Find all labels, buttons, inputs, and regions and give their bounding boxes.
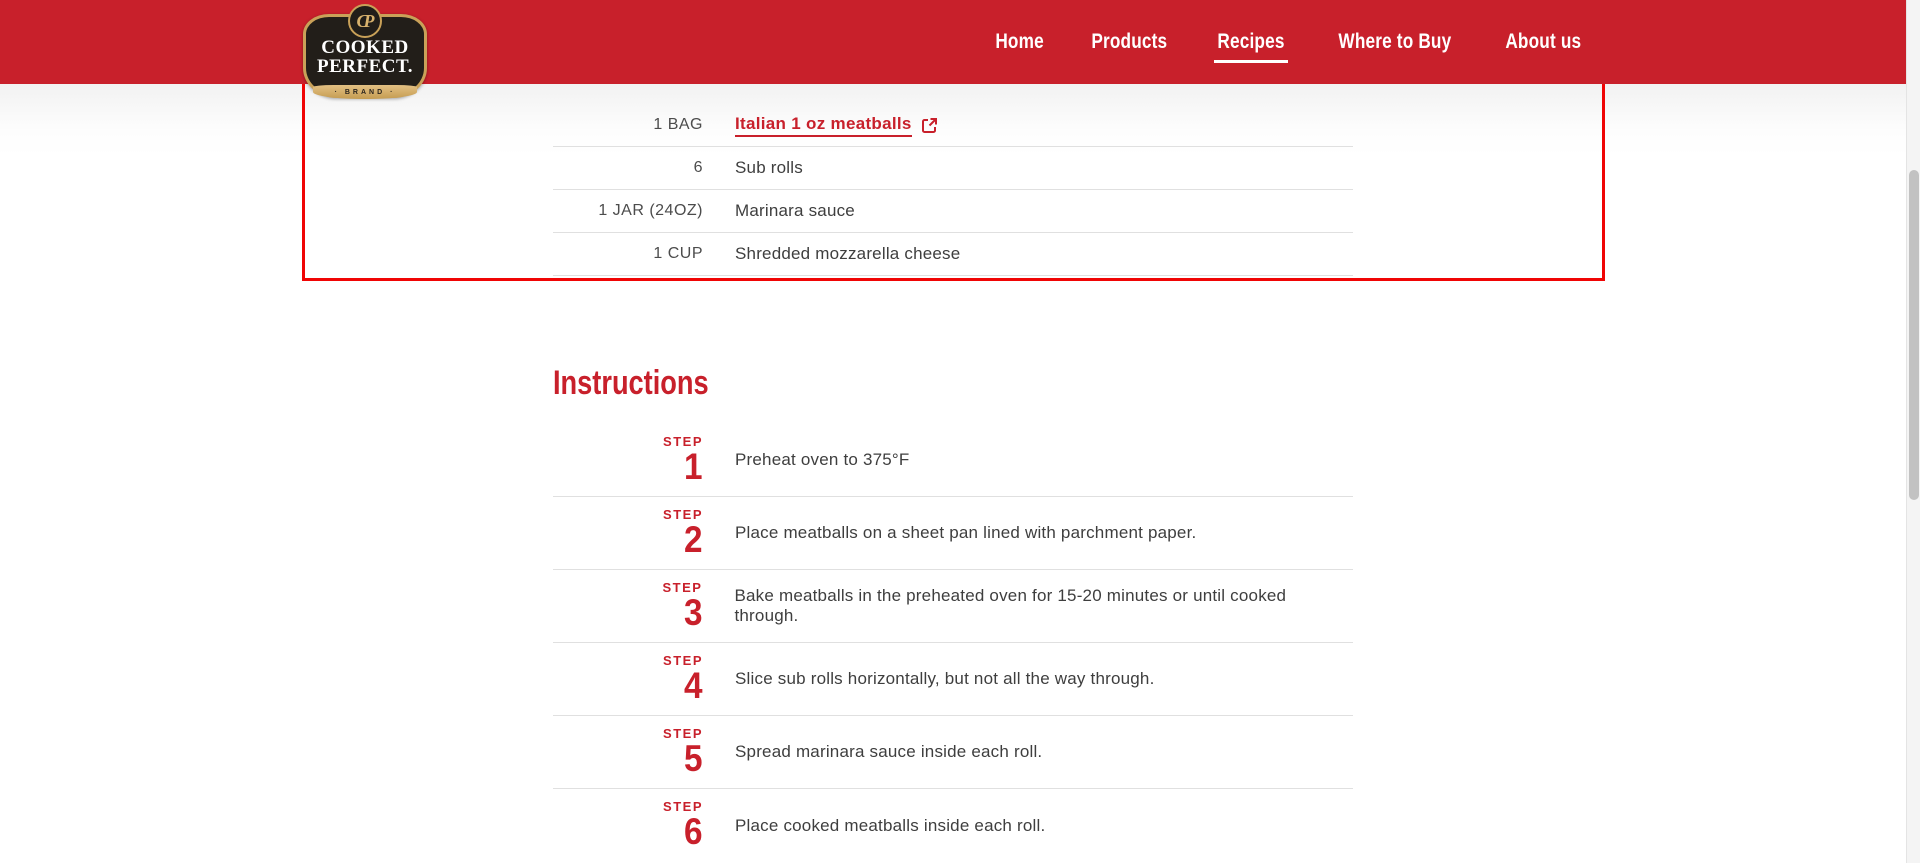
logo-line1: COOKED [321,37,409,58]
step-text: Place cooked meatballs inside each roll. [735,815,1046,835]
ingredient-qty: 1 CUP [653,245,703,262]
step-label: STEP [663,506,703,522]
step-number: 3 [683,591,703,633]
main-navigation [990,0,1590,84]
step-header [553,435,703,486]
external-link-icon [921,117,938,134]
nav-item-label: Where to Buy [1338,30,1452,53]
instruction-step [553,424,1353,497]
ingredients-table [553,104,1353,276]
ingredient-name: Sub rolls [735,158,803,177]
nav-item-home[interactable] [990,0,1049,84]
logo-monogram-icon [348,4,382,38]
step-header [553,581,702,632]
ingredient-qty: 1 BAG [653,116,703,133]
instructions-list [553,424,1353,862]
step-text: Place meatballs on a sheet pan lined with parchment paper. [735,523,1197,542]
step-header [553,800,703,851]
step-text: Slice sub rolls horizontally, but not all the way through. [735,669,1155,688]
step-text: Spread marinara sauce inside each roll. [735,742,1043,761]
logo-line2: PERFECT. [316,56,413,77]
nav-item-where-to-buy[interactable] [1326,0,1464,84]
scrollbar[interactable] [1906,0,1920,863]
nav-item-label: About us [1505,30,1582,53]
nav-item-label: Products [1091,30,1168,53]
scrollbar-thumb[interactable] [1909,170,1919,500]
instructions-heading: Instructions [553,364,709,402]
step-text: Bake meatballs in the preheated oven for 15-20 minutes or until cooked through. [734,586,1287,625]
step-number: 5 [684,737,703,779]
ingredient-row [553,147,1353,190]
logo-brand-band [313,85,417,99]
instruction-step [553,497,1353,570]
nav-item-recipes[interactable] [1210,0,1292,84]
step-label: STEP [663,652,703,668]
step-label: STEP [663,433,703,449]
step-text: Preheat oven to 375°F [735,450,910,469]
step-number: 6 [684,811,703,853]
ingredient-qty: 1 JAR (24OZ) [598,202,703,219]
step-header [553,727,703,778]
step-number: 1 [684,445,703,487]
step-header [553,508,703,559]
step-label: STEP [662,579,703,595]
step-number: 2 [684,518,703,560]
instruction-step [553,570,1353,643]
step-number: 4 [684,664,703,706]
logo-wordmark [303,38,427,76]
ingredient-link-label: Italian 1 oz meatballs [735,114,912,137]
instruction-step [553,789,1353,862]
nav-item-label: Recipes [1217,30,1285,53]
instruction-step [553,716,1353,789]
ingredient-name: Shredded mozzarella cheese [735,244,961,263]
brand-logo[interactable] [303,4,427,100]
nav-item-products[interactable] [1083,0,1176,84]
top-nav-bar [0,0,1920,84]
ingredient-row [553,190,1353,233]
nav-item-about-us[interactable] [1497,0,1590,84]
ingredient-name: Marinara sauce [735,201,855,220]
step-label: STEP [663,725,703,741]
ingredient-row [553,233,1353,276]
step-header [553,654,703,705]
step-label: STEP [663,799,703,815]
ingredient-link-italian-meatballs[interactable] [735,114,938,137]
nav-item-label: Home [995,30,1044,53]
instruction-step [553,643,1353,716]
ingredient-row [553,104,1353,147]
logo-tagline: · BRAND · [334,88,396,96]
logo-monogram-text: CP [356,10,370,31]
ingredient-qty: 6 [693,159,703,176]
